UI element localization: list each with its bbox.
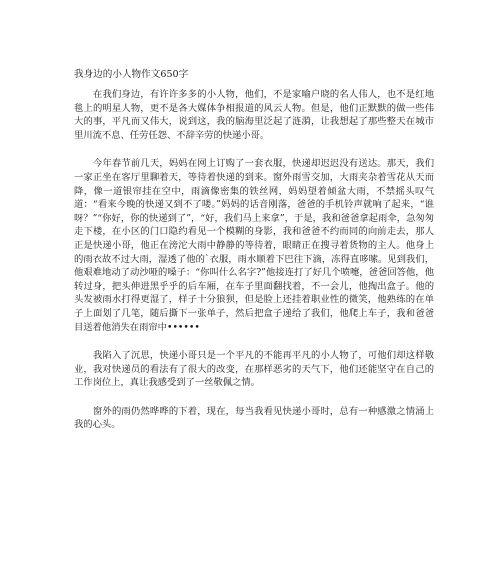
document-title: 我身边的小人物作文650字 bbox=[74, 69, 189, 80]
paragraph-reflection: 我陷入了沉思，快递小哥只是一个平凡的不能再平凡的小人物了，可他们却这样敬业，我对快递员的看法有了很大的改变，在那样恶劣的天气下，他们还能坚守在自己的工作岗位上，真让我感受到了一丝敬佩之情。 bbox=[74, 350, 434, 389]
document-page bbox=[74, 68, 434, 447]
paragraph-ending: 窗外的雨仍然哗哗的下着，现在，每当我看见快递小哥时，总有一种感激之情涌上我的心头。 bbox=[74, 405, 434, 431]
paragraph-intro: 在我们身边，有许许多多的小人物，他们，不是家喻户晓的名人伟人，也不是红地毯上的明星人物，更不是各大媒体争相报道的风云人物。但是，他们正默默的做一些伟大的事，平凡而又伟大，说到这，我的脑海里泛起了涟漪，让我想起了那些整天在城市里川流不息、任劳任怨、不辞辛劳的快递小哥。 bbox=[74, 89, 434, 141]
paragraph-story: 今年春节前几天，妈妈在网上订购了一套衣服，快递却迟迟没有送达。那天，我们一家正坐在客厅里聊着天，等待着快递的到来。窗外雨雪交加，大雨夹杂着雪花从天而降，像一道银帘挂在空中，雨滴像密集的铁丝网，妈妈望着倾盆大雨，不禁摇头叹气道：“看来今晚的快递又到不了喽。”妈妈的话音刚落，爸爸的手机铃声就响了起来，“谁呀？”“你好，你的快递到了”，“好，我们马上来拿”，于是，我和爸爸拿起雨伞，急匆匆走下楼，在小区的门口隐约看见一个模糊的身影，我和爸爸不约而同的向前走去，那人正是快递小哥，他正在滂沱大雨中静静的等待着，眼睛正在搜寻着货物的主人。他身上的雨衣故不过大雨，湿透了他的`衣服，雨水顺着下巴往下滴，冻得直哆嗦。见到我们，他艰难地动了动沙哑的嗓子：“你叫什么名字?”他接连打了好几个喷嚏，爸爸回答他，他转过身，把头伸进黑乎乎的后车厢，在车子里面翻找着，不一会儿，他掏出盒子。他的头发被雨水打得更湿了，样子十分狼狈，但是脸上还挂着职业性的微笑，他熟练的在单子上面划了几笔，随后撕下一张单子，然后把盒子递给了我们，他爬上车子，我和爸爸目送着他消失在雨帘中•••••• bbox=[74, 158, 434, 333]
